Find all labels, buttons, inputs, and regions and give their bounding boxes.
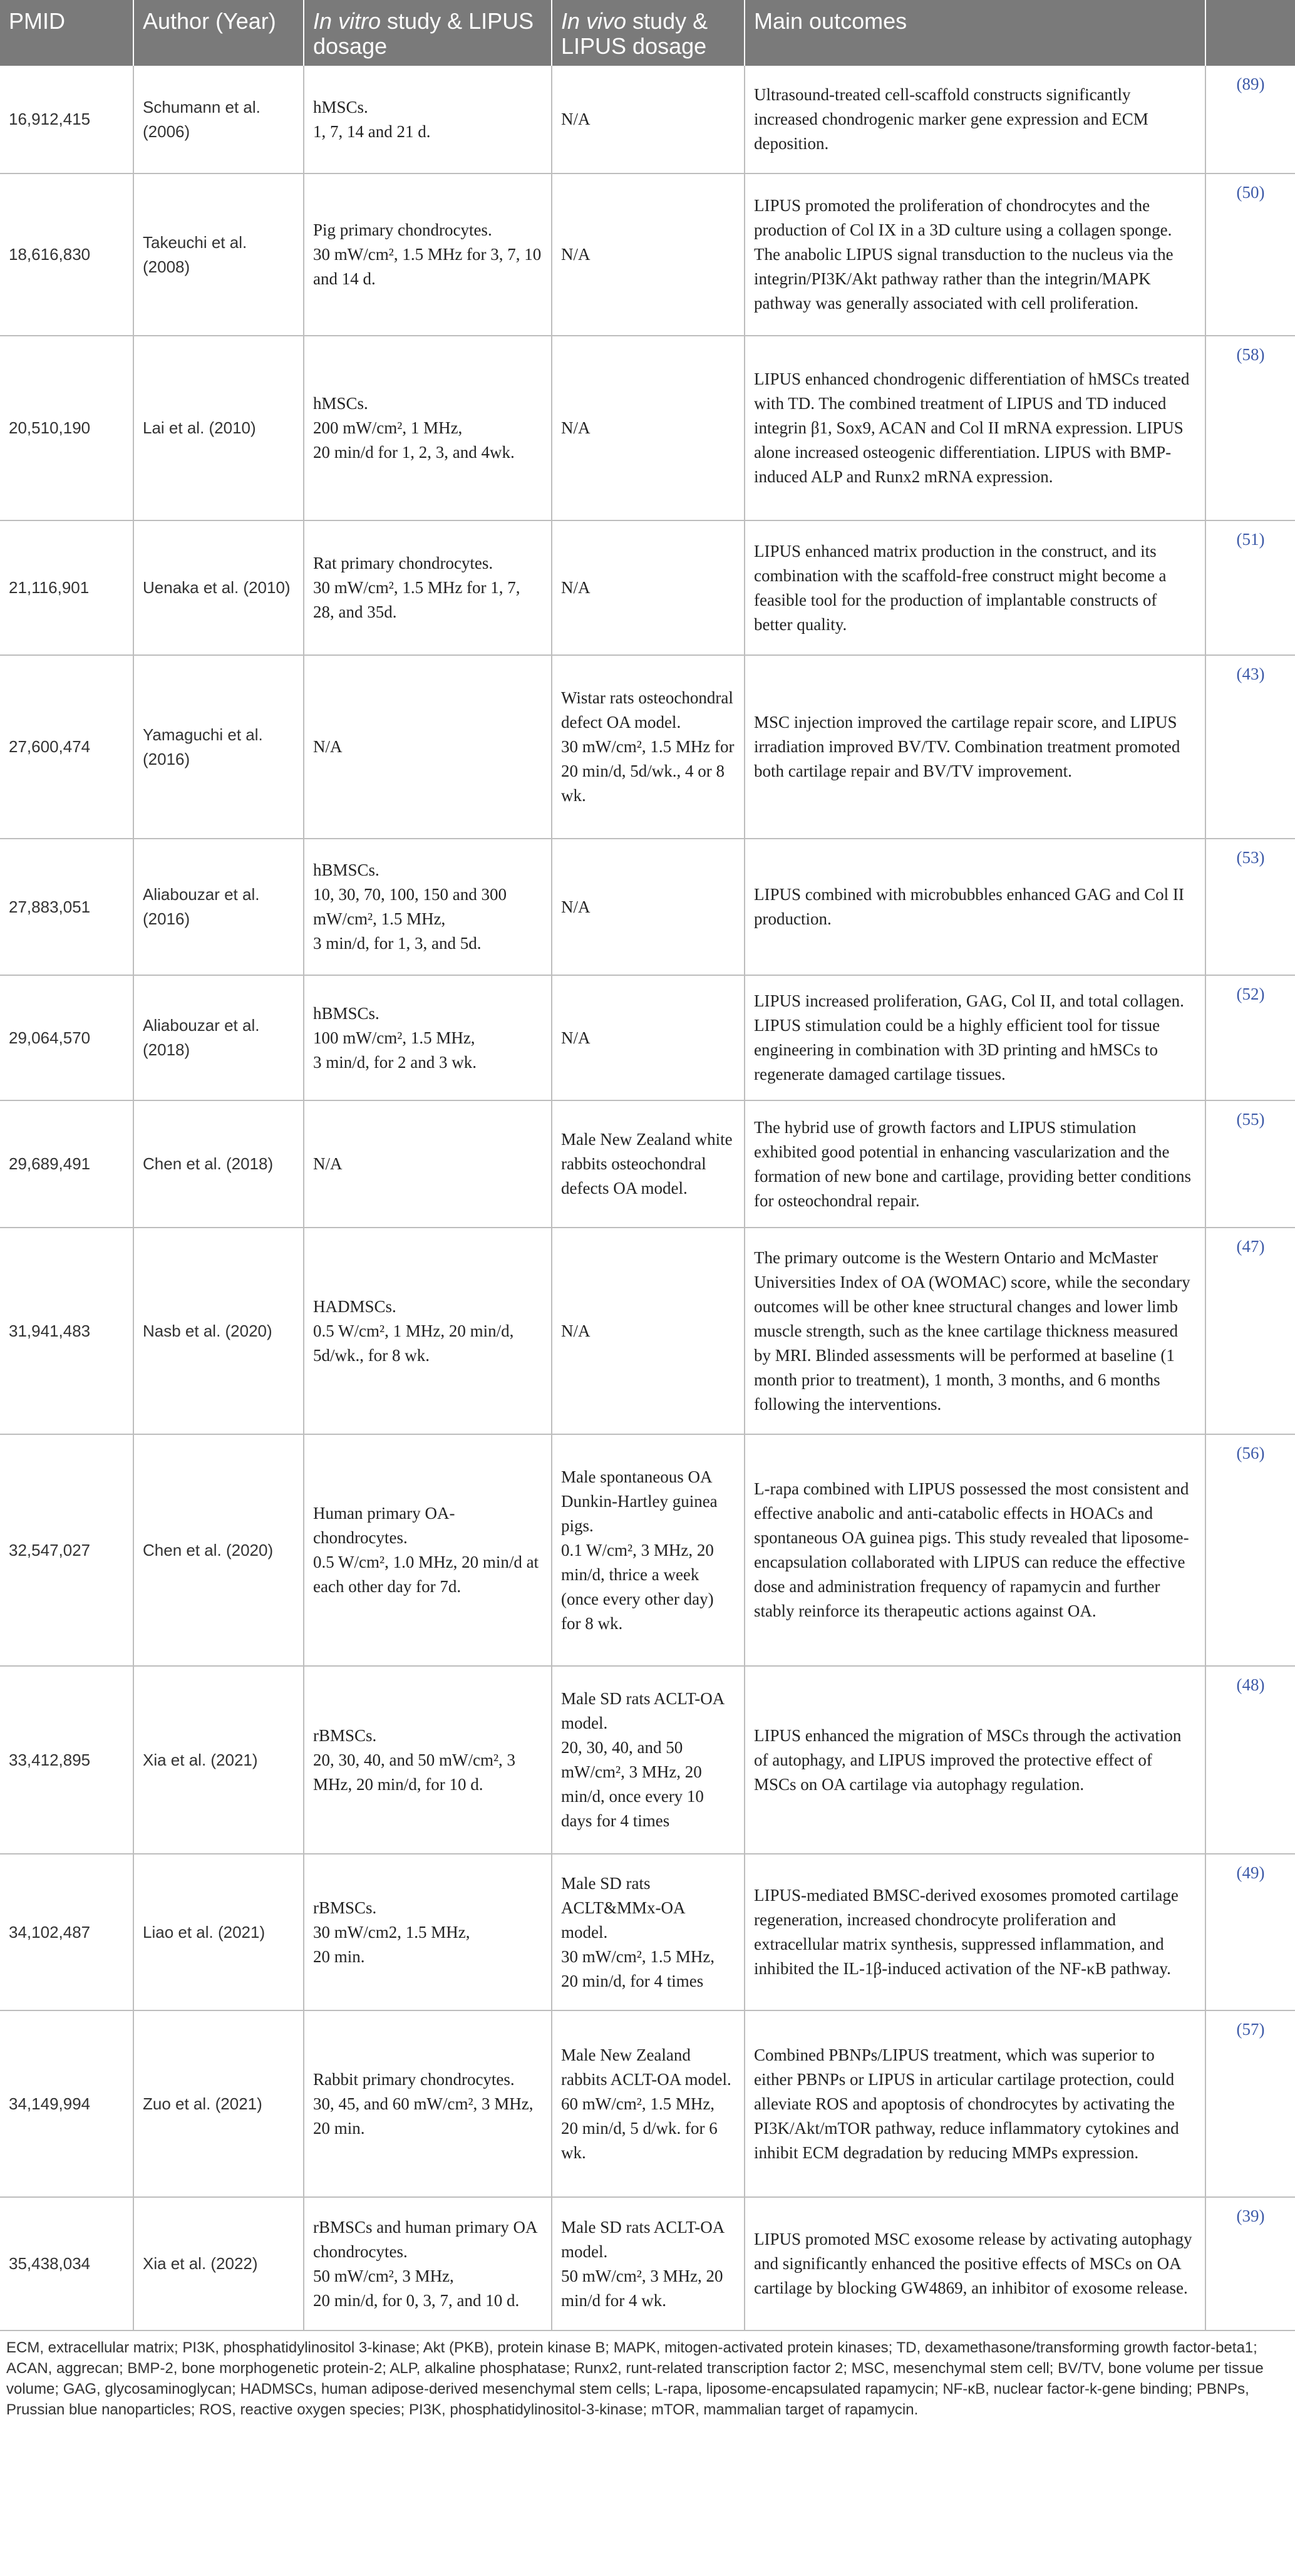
reference-link[interactable]: (50) xyxy=(1236,183,1265,202)
author-year-cell xyxy=(133,520,304,655)
table-row xyxy=(0,1666,1295,1854)
main-outcome-cell xyxy=(745,336,1205,520)
in-vivo-cell-line: Male New Zealand white rabbits osteochondral defects OA model. xyxy=(561,1130,733,1197)
table-row xyxy=(0,2010,1295,2197)
author-year-cell-line: Liao et al. (2021) xyxy=(143,1922,266,1942)
pmid-cell xyxy=(0,1228,133,1434)
author-year-cell xyxy=(133,1228,304,1434)
table-row xyxy=(0,2197,1295,2330)
in-vivo-cell xyxy=(552,975,745,1100)
main-outcome-cell xyxy=(745,2197,1205,2330)
in-vivo-cell-line: 60 mW/cm², 1.5 MHz, 20 min/d, 5 d/wk. for 6 wk. xyxy=(561,2094,718,2162)
author-year-cell xyxy=(133,1100,304,1228)
pmid-cell xyxy=(0,336,133,520)
main-outcome-cell xyxy=(745,2010,1205,2197)
table-row xyxy=(0,173,1295,336)
in-vitro-cell xyxy=(304,1854,552,2010)
table-row xyxy=(0,1100,1295,1228)
header-in-vivo-rest: study & LIPUS dosage xyxy=(561,8,708,59)
reference-link[interactable]: (51) xyxy=(1236,530,1265,549)
reference-link[interactable]: (57) xyxy=(1236,2020,1265,2039)
pmid-cell xyxy=(0,2197,133,2330)
in-vitro-cell-line: Rabbit primary chondrocytes. xyxy=(313,2069,515,2089)
table-row xyxy=(0,655,1295,839)
author-year-cell-line: Chen et al. (2018) xyxy=(143,1154,274,1173)
pmid-cell xyxy=(0,520,133,655)
in-vitro-cell-line: 30 mW/cm², 1.5 MHz for 3, 7, 10 and 14 d. xyxy=(313,245,542,288)
in-vivo-cell xyxy=(552,1100,745,1228)
reference-cell xyxy=(1205,173,1295,336)
pmid-cell xyxy=(0,1434,133,1666)
main-outcome-cell xyxy=(745,1100,1205,1228)
in-vivo-cell-line: 50 mW/cm², 3 MHz, 20 min/d for 4 wk. xyxy=(561,2266,723,2310)
author-year-cell xyxy=(133,839,304,975)
in-vitro-cell-line: Rat primary chondrocytes. xyxy=(313,554,493,572)
author-year-cell-line: Aliabouzar et al. (2016) xyxy=(143,885,260,928)
in-vitro-cell-line: Pig primary chondrocytes. xyxy=(313,220,492,239)
reference-cell xyxy=(1205,520,1295,655)
in-vitro-cell-line: hBMSCs. xyxy=(313,861,379,879)
in-vivo-cell-line: N/A xyxy=(561,578,591,597)
in-vitro-cell-line: rBMSCs and human primary OA chondrocytes. xyxy=(313,2217,537,2261)
author-year-cell-line: Aliabouzar et al. (2018) xyxy=(143,1016,260,1059)
table-row xyxy=(0,975,1295,1100)
main-outcome-cell-line: L-rapa combined with LIPUS possessed the most consistent and effective anabolic and anti-catabolic effects in HOACs and spontaneous OA guinea pigs. This study revealed that liposome-encapsulation collaborated with LIPUS can reduce the effective dose and administration frequency of rapamycin and further stably reinforce its therapeutic actions against OA. xyxy=(754,1479,1189,1620)
main-outcome-cell-line: MSC injection improved the cartilage repair score, and LIPUS irradiation improved BV/TV. Combination treatment promoted both cartilage repair and BV/TV improvement. xyxy=(754,713,1180,780)
in-vitro-cell-line: Human primary OA-chondrocytes. xyxy=(313,1504,455,1547)
in-vitro-cell-line: 30 mW/cm2, 1.5 MHz, xyxy=(313,1922,470,1942)
main-outcome-cell xyxy=(745,1854,1205,2010)
pmid-cell-line: 21,116,901 xyxy=(9,578,90,597)
main-outcome-cell xyxy=(745,1434,1205,1666)
reference-cell xyxy=(1205,655,1295,839)
in-vivo-cell-line: 30 mW/cm², 1.5 MHz for 20 min/d, 5d/wk., 4 or 8 wk. xyxy=(561,737,735,805)
reference-cell xyxy=(1205,1666,1295,1854)
table-row xyxy=(0,839,1295,975)
author-year-cell-line: Xia et al. (2021) xyxy=(143,1750,258,1769)
author-year-cell-line: Uenaka et al. (2010) xyxy=(143,578,291,597)
author-year-cell-line: Lai et al. (2010) xyxy=(143,418,256,437)
pmid-cell xyxy=(0,1854,133,2010)
table-row xyxy=(0,1434,1295,1666)
in-vitro-cell-line: hMSCs. xyxy=(313,394,368,413)
table-row xyxy=(0,66,1295,173)
author-year-cell-line: Zuo et al. (2021) xyxy=(143,2094,262,2113)
main-outcome-cell xyxy=(745,1228,1205,1434)
in-vivo-cell xyxy=(552,520,745,655)
reference-link[interactable]: (48) xyxy=(1236,1675,1265,1694)
main-outcome-cell-line: LIPUS promoted MSC exosome release by activating autophagy and significantly enhanced the positive effects of MSCs on OA cartilage by blocking GW4869, an inhibitor of exosome release. xyxy=(754,2230,1192,2297)
author-year-cell xyxy=(133,173,304,336)
author-year-cell xyxy=(133,1854,304,2010)
author-year-cell xyxy=(133,1666,304,1854)
author-year-cell-line: Takeuchi et al. (2008) xyxy=(143,232,247,276)
in-vivo-cell-line: Male spontaneous OA Dunkin-Hartley guinea pigs. xyxy=(561,1467,718,1535)
reference-link[interactable]: (55) xyxy=(1236,1110,1265,1129)
reference-link[interactable]: (47) xyxy=(1236,1237,1265,1256)
in-vitro-cell xyxy=(304,2197,552,2330)
in-vivo-cell xyxy=(552,1666,745,1854)
in-vivo-cell xyxy=(552,173,745,336)
author-year-cell-line: Yamaguchi et al. (2016) xyxy=(143,725,263,768)
author-year-cell xyxy=(133,336,304,520)
pmid-cell xyxy=(0,66,133,173)
pmid-cell-line: 29,064,570 xyxy=(9,1028,91,1047)
in-vitro-cell-line: rBMSCs. xyxy=(313,1898,377,1917)
in-vitro-cell-line: 3 min/d, for 1, 3, and 5d. xyxy=(313,934,482,953)
reference-link[interactable]: (89) xyxy=(1236,75,1265,93)
reference-cell xyxy=(1205,2197,1295,2330)
reference-cell xyxy=(1205,1434,1295,1666)
pmid-cell-line: 34,102,487 xyxy=(9,1922,91,1942)
main-outcome-cell-line: LIPUS enhanced chondrogenic differentiation of hMSCs treated with TD. The combined treatment of LIPUS and TD induced integrin β1, Sox9, ACAN and Col II mRNA expression. LIPUS alone increased osteogenic differentiation. LIPUS with BMP-induced ALP and Runx2 mRNA expression. xyxy=(754,370,1190,486)
table-row xyxy=(0,520,1295,655)
table-footnote: ECM, extracellular matrix; PI3K, phosphatidylinositol 3-kinase; Akt (PKB), protein kinase B; MAPK, mitogen-activated protein kinases; TD, dexamethasone/transforming growth factor-beta1; ACAN, aggrecan; BMP-2, bone morphogenetic protein-2; ALP, alkaline phosphatase; Runx2, runt-related transcription factor 2; MSC, mesenchymal stem cell; BV/TV, bone volume per tissue volume; GAG, glycosaminoglycan; HADMSCs, human adipose-derived mesenchymal stem cells; L-rapa, liposome-encapsulated rapamycin; NF-κB, nuclear factor-k-gene binding; PBNPs, Prussian blue nanoparticles; ROS, reactive oxygen species; PI3K, phosphatidylinositol-3-kinase; mTOR, mammalian target of rapamycin. xyxy=(6,2339,1264,2418)
author-year-cell xyxy=(133,2010,304,2197)
in-vivo-cell xyxy=(552,655,745,839)
pmid-cell xyxy=(0,1100,133,1228)
in-vitro-cell-line: 20, 30, 40, and 50 mW/cm², 3 MHz, 20 min/d, for 10 d. xyxy=(313,1750,516,1794)
in-vitro-cell-line: 200 mW/cm², 1 MHz, xyxy=(313,418,463,437)
in-vitro-cell xyxy=(304,66,552,173)
table-row xyxy=(0,336,1295,520)
in-vivo-cell-line: N/A xyxy=(561,1321,591,1340)
in-vitro-cell-line: 100 mW/cm², 1.5 MHz, xyxy=(313,1028,475,1047)
main-outcome-cell xyxy=(745,520,1205,655)
header-in-vivo xyxy=(552,0,745,66)
reference-link[interactable]: (56) xyxy=(1236,1444,1265,1462)
in-vivo-cell-line: N/A xyxy=(561,418,591,437)
in-vivo-cell xyxy=(552,2010,745,2197)
in-vitro-cell-line: N/A xyxy=(313,737,343,756)
in-vivo-cell-line: N/A xyxy=(561,245,591,264)
in-vivo-cell-line: N/A xyxy=(561,110,591,128)
reference-link[interactable]: (49) xyxy=(1236,1863,1265,1882)
main-outcome-cell-line: LIPUS-mediated BMSC-derived exosomes promoted cartilage regeneration, increased chondrocyte proliferation and extracellular matrix synthesis, suppressed inflammation, and inhibited the IL-1β-induced activation of the NF-κB pathway. xyxy=(754,1886,1179,1978)
in-vitro-cell xyxy=(304,1228,552,1434)
in-vitro-cell xyxy=(304,336,552,520)
in-vitro-cell-line: N/A xyxy=(313,1154,343,1173)
pmid-cell xyxy=(0,2010,133,2197)
in-vitro-cell-line: 20 min/d for 1, 2, 3, and 4wk. xyxy=(313,443,515,462)
pmid-cell-line: 20,510,190 xyxy=(9,418,91,437)
in-vitro-cell-line: 0.5 W/cm², 1.0 MHz, 20 min/d at each other day for 7d. xyxy=(313,1553,539,1596)
pmid-cell xyxy=(0,975,133,1100)
in-vivo-cell-line: N/A xyxy=(561,1028,591,1047)
in-vitro-cell-line: 3 min/d, for 2 and 3 wk. xyxy=(313,1052,477,1072)
in-vitro-cell xyxy=(304,2010,552,2197)
main-outcome-cell-line: LIPUS increased proliferation, GAG, Col II, and total collagen. LIPUS stimulation could be a highly efficient tool for tissue engineering in combination with 3D printing and hMSCs to regenerate damaged cartilage tissues. xyxy=(754,991,1184,1084)
header-ref xyxy=(1205,0,1295,66)
reference-cell xyxy=(1205,1854,1295,2010)
table-header xyxy=(0,0,1295,66)
in-vitro-cell-line: hBMSCs. xyxy=(313,1003,379,1023)
main-outcome-cell xyxy=(745,655,1205,839)
main-outcome-cell-line: Combined PBNPs/LIPUS treatment, which was superior to either PBNPs or LIPUS in articular cartilage protection, could alleviate ROS and apoptosis of chondrocytes by activating the PI3K/Akt/mTOR pathway, reduce inflammatory cytokines and inhibit ECM degradation by reducing MMPs expression. xyxy=(754,2045,1179,2162)
reference-cell xyxy=(1205,1100,1295,1228)
in-vitro-cell xyxy=(304,173,552,336)
in-vitro-cell xyxy=(304,839,552,975)
main-outcome-cell-line: LIPUS combined with microbubbles enhanced GAG and Col II production. xyxy=(754,885,1184,928)
in-vivo-cell-line: Male SD rats ACLT-OA model. xyxy=(561,1689,724,1732)
pmid-cell-line: 27,600,474 xyxy=(9,737,91,756)
pmid-cell-line: 16,912,415 xyxy=(9,110,91,128)
in-vivo-cell-line: 30 mW/cm², 1.5 MHz, 20 min/d, for 4 times xyxy=(561,1947,715,1990)
in-vivo-cell xyxy=(552,1434,745,1666)
in-vivo-cell xyxy=(552,1854,745,2010)
in-vitro-cell-line: 50 mW/cm², 3 MHz, xyxy=(313,2266,454,2285)
author-year-cell-line: Chen et al. (2020) xyxy=(143,1540,274,1560)
author-year-cell-line: Nasb et al. (2020) xyxy=(143,1321,272,1340)
header-author: Author (Year) xyxy=(133,0,304,66)
author-year-cell-line: Schumann et al. (2006) xyxy=(143,97,261,141)
pmid-cell-line: 33,412,895 xyxy=(9,1750,91,1769)
header-outcomes: Main outcomes xyxy=(745,0,1205,66)
main-outcome-cell-line: The primary outcome is the Western Ontario and McMaster Universities Index of OA (WOMAC) score, while the secondary outcomes will be other knee structural changes and lower limb muscle strength, such as the knee cartilage thickness measured by MRI. Blinded assessments will be performed at baseline (1 month prior to treatment), 1 month, 3 months, and 6 months following the interventions. xyxy=(754,1248,1190,1414)
pmid-cell-line: 35,438,034 xyxy=(9,2254,91,2273)
in-vitro-cell xyxy=(304,1434,552,1666)
header-in-vitro xyxy=(304,0,552,66)
author-year-cell xyxy=(133,2197,304,2330)
pmid-cell xyxy=(0,655,133,839)
reference-link[interactable]: (39) xyxy=(1236,2206,1265,2225)
table-row xyxy=(0,1228,1295,1434)
reference-link[interactable]: (43) xyxy=(1236,665,1265,683)
header-in-vivo-italic: In vivo xyxy=(561,8,627,34)
main-outcome-cell xyxy=(745,1666,1205,1854)
author-year-cell xyxy=(133,655,304,839)
in-vivo-cell xyxy=(552,336,745,520)
pmid-cell-line: 27,883,051 xyxy=(9,897,91,916)
header-in-vitro-rest: study & LIPUS dosage xyxy=(313,8,534,59)
main-outcome-cell-line: The hybrid use of growth factors and LIPUS stimulation exhibited good potential in enhancing vascularization and the formation of new bone and cartilage, providing better conditions for osteochondral repair. xyxy=(754,1117,1192,1210)
in-vitro-cell-line: 10, 30, 70, 100, 150 and 300 mW/cm², 1.5 MHz, xyxy=(313,885,507,928)
reference-link[interactable]: (53) xyxy=(1236,848,1265,867)
in-vivo-cell-line: Male New Zealand rabbits ACLT-OA model. xyxy=(561,2045,731,2089)
in-vitro-cell xyxy=(304,1666,552,1854)
table-body xyxy=(0,66,1295,2330)
reference-cell xyxy=(1205,975,1295,1100)
in-vivo-cell-line: Male SD rats ACLT&MMx-OA model. xyxy=(561,1873,685,1942)
main-outcome-cell xyxy=(745,173,1205,336)
in-vitro-cell-line: 1, 7, 14 and 21 d. xyxy=(313,122,431,141)
pmid-cell xyxy=(0,173,133,336)
main-outcome-cell-line: LIPUS enhanced the migration of MSCs through the activation of autophagy, and LIPUS improved the protective effect of MSCs on OA cartilage via autophagy regulation. xyxy=(754,1725,1182,1794)
reference-cell xyxy=(1205,336,1295,520)
in-vitro-cell-line: 20 min. xyxy=(313,1947,365,1966)
pmid-cell-line: 32,547,027 xyxy=(9,1540,91,1560)
in-vitro-cell-line: 30 mW/cm², 1.5 MHz for 1, 7, 28, and 35d. xyxy=(313,578,520,621)
author-year-cell xyxy=(133,66,304,173)
main-outcome-cell xyxy=(745,975,1205,1100)
in-vivo-cell-line: N/A xyxy=(561,897,591,916)
main-outcome-cell-line: Ultrasound-treated cell-scaffold constructs significantly increased chondrogenic marker gene expression and ECM deposition. xyxy=(754,85,1148,153)
pmid-cell-line: 29,689,491 xyxy=(9,1154,91,1173)
in-vitro-cell-line: 30, 45, and 60 mW/cm², 3 MHz, 20 min. xyxy=(313,2094,534,2138)
in-vitro-cell xyxy=(304,655,552,839)
main-outcome-cell xyxy=(745,839,1205,975)
in-vivo-cell-line: Wistar rats osteochondral defect OA model. xyxy=(561,688,733,732)
in-vitro-cell-line: hMSCs. xyxy=(313,97,368,116)
main-outcome-cell-line: LIPUS promoted the proliferation of chondrocytes and the production of Col IX in a 3D culture using a collagen sponge. The anabolic LIPUS signal transduction to the nucleus via the integrin/PI3K/Akt pathway rather than the integrin/MAPK pathway was generally associated with cell proliferation. xyxy=(754,196,1174,313)
pmid-cell-line: 34,149,994 xyxy=(9,2094,91,2113)
reference-cell xyxy=(1205,66,1295,173)
reference-cell xyxy=(1205,839,1295,975)
in-vivo-cell-line: Male SD rats ACLT-OA model. xyxy=(561,2217,724,2261)
in-vivo-cell-line: 0.1 W/cm², 3 MHz, 20 min/d, thrice a week (once every other day) for 8 wk. xyxy=(561,1540,714,1633)
reference-cell xyxy=(1205,1228,1295,1434)
in-vitro-cell-line: 20 min/d, for 0, 3, 7, and 10 d. xyxy=(313,2290,520,2310)
reference-link[interactable]: (58) xyxy=(1236,345,1265,364)
table-row xyxy=(0,1854,1295,2010)
in-vivo-cell xyxy=(552,1228,745,1434)
author-year-cell xyxy=(133,1434,304,1666)
pmid-cell xyxy=(0,839,133,975)
header-in-vitro-italic: In vitro xyxy=(313,8,381,34)
pmid-cell-line: 18,616,830 xyxy=(9,245,91,264)
in-vivo-cell xyxy=(552,839,745,975)
reference-link[interactable]: (52) xyxy=(1236,985,1265,1003)
in-vitro-cell xyxy=(304,975,552,1100)
main-outcome-cell xyxy=(745,66,1205,173)
in-vitro-cell-line: 0.5 W/cm², 1 MHz, 20 min/d, 5d/wk., for 8 wk. xyxy=(313,1321,514,1365)
author-year-cell-line: Xia et al. (2022) xyxy=(143,2254,258,2273)
in-vitro-cell-line: rBMSCs. xyxy=(313,1725,377,1745)
header-row xyxy=(0,0,1295,66)
in-vivo-cell xyxy=(552,2197,745,2330)
header-pmid: PMID xyxy=(0,0,133,66)
in-vitro-cell-line: HADMSCs. xyxy=(313,1296,396,1316)
main-outcome-cell-line: LIPUS enhanced matrix production in the construct, and its combination with the scaffold-free construct might become a feasible tool for the production of implantable constructs of better quality. xyxy=(754,541,1167,634)
pmid-cell-line: 31,941,483 xyxy=(9,1321,91,1340)
in-vivo-cell xyxy=(552,66,745,173)
in-vitro-cell xyxy=(304,1100,552,1228)
in-vivo-cell-line: 20, 30, 40, and 50 mW/cm², 3 MHz, 20 min/d, once every 10 days for 4 times xyxy=(561,1738,704,1830)
reference-cell xyxy=(1205,2010,1295,2197)
pmid-cell xyxy=(0,1666,133,1854)
in-vitro-cell xyxy=(304,520,552,655)
author-year-cell xyxy=(133,975,304,1100)
